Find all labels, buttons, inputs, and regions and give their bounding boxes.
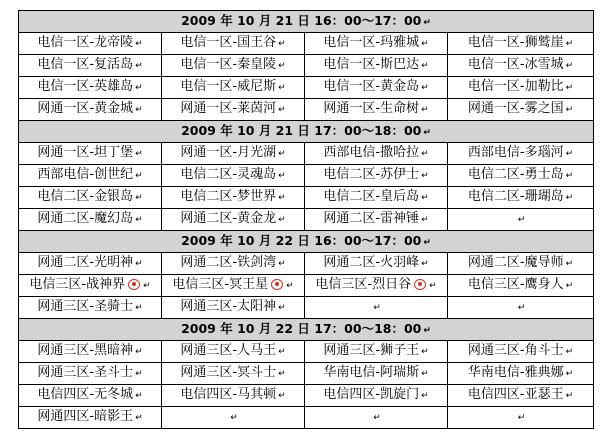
server-name: 网通二区-魔幻岛 bbox=[37, 211, 134, 226]
server-name: 西部电信-多瑙河 bbox=[467, 145, 564, 160]
server-cell bbox=[448, 253, 594, 275]
return-mark: ↵ bbox=[278, 105, 286, 115]
server-name: 网通三区-太阳神 bbox=[180, 299, 277, 314]
server-name: 电信一区-秦皇陵 bbox=[180, 57, 277, 72]
return-mark: ↵ bbox=[423, 237, 431, 248]
server-cell bbox=[305, 165, 448, 187]
server-name: 电信二区-梦世界 bbox=[180, 189, 277, 204]
return-mark: ↵ bbox=[278, 171, 286, 181]
server-cell bbox=[162, 275, 305, 297]
server-cell bbox=[19, 297, 162, 319]
table-row bbox=[19, 363, 594, 385]
section-header-row bbox=[19, 11, 594, 33]
server-cell bbox=[448, 187, 594, 209]
return-mark: ↵ bbox=[278, 61, 286, 71]
return-mark: ↵ bbox=[143, 281, 151, 291]
return-mark: ↵ bbox=[135, 259, 143, 269]
server-cell bbox=[305, 33, 448, 55]
section-time-header bbox=[19, 231, 594, 253]
return-mark: ↵ bbox=[135, 215, 143, 225]
return-mark: ↵ bbox=[373, 413, 381, 423]
return-mark: ↵ bbox=[135, 83, 143, 93]
return-mark: ↵ bbox=[135, 391, 143, 401]
server-cell bbox=[305, 187, 448, 209]
return-mark: ↵ bbox=[421, 391, 429, 401]
server-name: 电信一区-复活岛 bbox=[37, 57, 134, 72]
return-mark: ↵ bbox=[565, 259, 574, 269]
table-row bbox=[19, 187, 594, 209]
return-mark: ↵ bbox=[565, 193, 574, 203]
server-name: 西部电信-撒哈拉 bbox=[323, 145, 420, 160]
table-row bbox=[19, 99, 594, 121]
return-mark: ↵ bbox=[135, 39, 143, 49]
return-mark: ↵ bbox=[278, 39, 286, 49]
server-cell bbox=[19, 385, 162, 407]
return-mark: ↵ bbox=[565, 391, 574, 401]
return-mark: ↵ bbox=[135, 193, 143, 203]
server-name: 电信二区-珊瑚岛 bbox=[467, 189, 564, 204]
return-mark: ↵ bbox=[517, 413, 526, 423]
server-cell bbox=[19, 209, 162, 231]
return-mark: ↵ bbox=[421, 105, 429, 115]
return-mark: ↵ bbox=[278, 215, 286, 225]
return-mark: ↵ bbox=[565, 83, 574, 93]
server-cell bbox=[19, 77, 162, 99]
return-mark: ↵ bbox=[278, 83, 286, 93]
server-name: 网通二区-火羽峰 bbox=[323, 255, 420, 270]
server-name: 网通三区-圣骑士 bbox=[37, 299, 134, 314]
section-title: 2009 年 10 月 22 日 16：00～17：00 bbox=[181, 232, 422, 248]
server-name: 电信一区-威尼斯 bbox=[180, 79, 277, 94]
server-name: 网通三区-冥斗士 bbox=[180, 365, 277, 380]
server-name: 网通四区-暗影王 bbox=[37, 409, 134, 424]
return-mark: ↵ bbox=[565, 61, 574, 71]
server-cell bbox=[19, 99, 162, 121]
server-name: 电信一区-冰雪城 bbox=[467, 57, 564, 72]
section-header-row bbox=[19, 231, 594, 253]
return-mark: ↵ bbox=[135, 149, 143, 159]
server-cell bbox=[448, 341, 594, 363]
empty-cell bbox=[448, 209, 594, 231]
empty-cell bbox=[448, 297, 594, 319]
return-mark: ↵ bbox=[278, 303, 286, 313]
return-mark: ↵ bbox=[423, 325, 431, 336]
server-name: 电信一区-加勒比 bbox=[467, 79, 564, 94]
table-row bbox=[19, 33, 594, 55]
table-row bbox=[19, 55, 594, 77]
server-cell bbox=[305, 253, 448, 275]
server-cell bbox=[162, 77, 305, 99]
server-name: 网通一区-黄金城 bbox=[37, 101, 134, 116]
server-name: 网通一区-莱茵河 bbox=[180, 101, 277, 116]
server-name: 华南电信-雅典娜 bbox=[467, 365, 564, 380]
table-row bbox=[19, 165, 594, 187]
section-title: 2009 年 10 月 21 日 16：00～17：00 bbox=[181, 12, 422, 28]
server-cell bbox=[305, 209, 448, 231]
server-cell bbox=[448, 99, 594, 121]
server-name: 网通三区-人马王 bbox=[180, 343, 277, 358]
table-row bbox=[19, 209, 594, 231]
server-cell bbox=[305, 341, 448, 363]
return-mark: ↵ bbox=[278, 259, 286, 269]
return-mark: ↵ bbox=[421, 193, 429, 203]
return-mark: ↵ bbox=[565, 149, 574, 159]
server-cell bbox=[162, 385, 305, 407]
return-mark: ↵ bbox=[565, 369, 574, 379]
server-cell bbox=[162, 341, 305, 363]
server-name: 电信二区-皇后岛 bbox=[323, 189, 420, 204]
server-cell bbox=[19, 363, 162, 385]
server-name: 电信二区-灵魂岛 bbox=[180, 167, 277, 182]
server-name: 电信四区-亚瑟王 bbox=[467, 387, 564, 402]
server-name: 电信二区-金银岛 bbox=[37, 189, 134, 204]
server-cell bbox=[162, 253, 305, 275]
table-row bbox=[19, 275, 594, 297]
section-title: 2009 年 10 月 21 日 17：00～18：00 bbox=[181, 122, 422, 138]
return-mark: ↵ bbox=[421, 347, 429, 357]
return-mark: ↵ bbox=[565, 39, 574, 49]
return-mark: ↵ bbox=[429, 281, 437, 291]
server-name: 电信一区-玛雅城 bbox=[323, 35, 420, 50]
empty-cell bbox=[448, 407, 594, 429]
return-mark: ↵ bbox=[278, 193, 286, 203]
server-name: 电信一区-黄金岛 bbox=[323, 79, 420, 94]
server-cell bbox=[19, 275, 162, 297]
server-cell bbox=[19, 187, 162, 209]
return-mark: ↵ bbox=[230, 413, 238, 423]
server-name: 网通二区-雷神锤 bbox=[323, 211, 420, 226]
table-row bbox=[19, 143, 594, 165]
section-header-row bbox=[19, 319, 594, 341]
return-mark: ↵ bbox=[135, 369, 143, 379]
server-cell bbox=[448, 55, 594, 77]
table-row bbox=[19, 407, 594, 429]
server-name: 网通二区-铁剑湾 bbox=[180, 255, 277, 270]
table-row bbox=[19, 253, 594, 275]
server-name: 电信四区-无冬城 bbox=[37, 387, 134, 402]
section-header-row bbox=[19, 121, 594, 143]
server-name: 网通三区-角斗士 bbox=[467, 343, 564, 358]
server-cell bbox=[19, 165, 162, 187]
server-cell bbox=[19, 55, 162, 77]
return-mark: ↵ bbox=[421, 259, 429, 269]
empty-cell bbox=[305, 407, 448, 429]
server-cell bbox=[448, 143, 594, 165]
return-mark: ↵ bbox=[423, 17, 431, 28]
return-mark: ↵ bbox=[423, 127, 431, 138]
return-mark: ↵ bbox=[135, 105, 143, 115]
server-name: 网通三区-圣斗士 bbox=[37, 365, 134, 380]
server-name: 电信三区-鹰身人 bbox=[467, 277, 564, 292]
server-cell bbox=[448, 165, 594, 187]
return-mark: ↵ bbox=[135, 171, 143, 181]
server-name: 电信三区-战神界 bbox=[29, 277, 126, 292]
return-mark: ↵ bbox=[421, 369, 429, 379]
server-name: 电信二区-勇士岛 bbox=[467, 167, 564, 182]
server-cell bbox=[448, 33, 594, 55]
server-cell bbox=[19, 253, 162, 275]
server-cell bbox=[305, 77, 448, 99]
return-mark: ↵ bbox=[565, 171, 574, 181]
server-name: 电信二区-苏伊士 bbox=[323, 167, 420, 182]
server-name: 电信一区-英雄岛 bbox=[37, 79, 134, 94]
server-name: 网通一区-坦丁堡 bbox=[37, 145, 134, 160]
return-mark: ↵ bbox=[421, 171, 429, 181]
server-cell bbox=[162, 165, 305, 187]
server-name: 网通一区-月光湖 bbox=[180, 145, 277, 160]
return-mark: ↵ bbox=[278, 391, 286, 401]
server-name: 电信四区-凯旋门 bbox=[323, 387, 420, 402]
return-mark: ↵ bbox=[517, 303, 526, 313]
server-cell bbox=[162, 55, 305, 77]
server-cell bbox=[448, 275, 594, 297]
return-mark: ↵ bbox=[421, 39, 429, 49]
schedule-table bbox=[18, 10, 594, 429]
server-name: 网通一区-雾之国 bbox=[467, 101, 564, 116]
server-cell bbox=[448, 385, 594, 407]
server-cell bbox=[162, 143, 305, 165]
server-name: 网通二区-魔导师 bbox=[467, 255, 564, 270]
return-mark: ↵ bbox=[286, 281, 294, 291]
return-mark: ↵ bbox=[421, 215, 429, 225]
server-cell bbox=[162, 33, 305, 55]
server-name: 电信一区-国王谷 bbox=[180, 35, 277, 50]
section-time-header bbox=[19, 319, 594, 341]
return-mark: ↵ bbox=[565, 105, 574, 115]
new-server-icon bbox=[270, 278, 284, 290]
server-name: 网通三区-黑暗神 bbox=[37, 343, 134, 358]
table-row bbox=[19, 341, 594, 363]
server-cell bbox=[162, 99, 305, 121]
section-title: 2009 年 10 月 22 日 17：00～18：00 bbox=[181, 320, 422, 336]
server-cell bbox=[162, 187, 305, 209]
return-mark: ↵ bbox=[278, 369, 286, 379]
server-cell bbox=[305, 55, 448, 77]
empty-cell bbox=[305, 297, 448, 319]
server-name: 电信一区-斯巴达 bbox=[323, 57, 420, 72]
return-mark: ↵ bbox=[373, 303, 381, 313]
return-mark: ↵ bbox=[565, 281, 574, 291]
return-mark: ↵ bbox=[421, 149, 429, 159]
server-name: 西部电信-创世纪 bbox=[37, 167, 134, 182]
section-time-header bbox=[19, 121, 594, 143]
server-cell bbox=[19, 33, 162, 55]
server-name: 网通一区-生命树 bbox=[323, 101, 420, 116]
section-time-header bbox=[19, 11, 594, 33]
server-cell bbox=[162, 363, 305, 385]
server-cell bbox=[448, 77, 594, 99]
table-row bbox=[19, 385, 594, 407]
server-name: 网通二区-光明神 bbox=[37, 255, 134, 270]
return-mark: ↵ bbox=[517, 215, 526, 225]
server-cell bbox=[305, 143, 448, 165]
server-cell bbox=[162, 297, 305, 319]
return-mark: ↵ bbox=[565, 347, 574, 357]
return-mark: ↵ bbox=[135, 61, 143, 71]
server-name: 电信一区-狮鹫崖 bbox=[467, 35, 564, 50]
server-name: 电信三区-冥王星 bbox=[172, 277, 269, 292]
return-mark: ↵ bbox=[278, 149, 286, 159]
return-mark: ↵ bbox=[135, 303, 143, 313]
server-name: 电信一区-龙帝陵 bbox=[37, 35, 134, 50]
server-name: 网通二区-黄金龙 bbox=[180, 211, 277, 226]
server-cell bbox=[305, 385, 448, 407]
server-name: 华南电信-阿瑞斯 bbox=[323, 365, 420, 380]
server-name: 电信四区-马其顿 bbox=[180, 387, 277, 402]
new-server-icon bbox=[413, 278, 427, 290]
server-cell bbox=[305, 99, 448, 121]
empty-cell bbox=[162, 407, 305, 429]
server-cell bbox=[305, 275, 448, 297]
server-cell bbox=[19, 143, 162, 165]
server-cell bbox=[448, 363, 594, 385]
server-name: 电信三区-烈日谷 bbox=[315, 277, 412, 292]
server-cell bbox=[19, 407, 162, 429]
server-cell bbox=[305, 363, 448, 385]
table-row bbox=[19, 77, 594, 99]
return-mark: ↵ bbox=[421, 61, 429, 71]
return-mark: ↵ bbox=[278, 347, 286, 357]
return-mark: ↵ bbox=[135, 347, 143, 357]
return-mark: ↵ bbox=[135, 413, 143, 423]
server-cell bbox=[162, 209, 305, 231]
server-name: 网通三区-狮子王 bbox=[323, 343, 420, 358]
table-row bbox=[19, 297, 594, 319]
return-mark: ↵ bbox=[421, 83, 429, 93]
server-cell bbox=[19, 341, 162, 363]
new-server-icon bbox=[127, 278, 141, 290]
